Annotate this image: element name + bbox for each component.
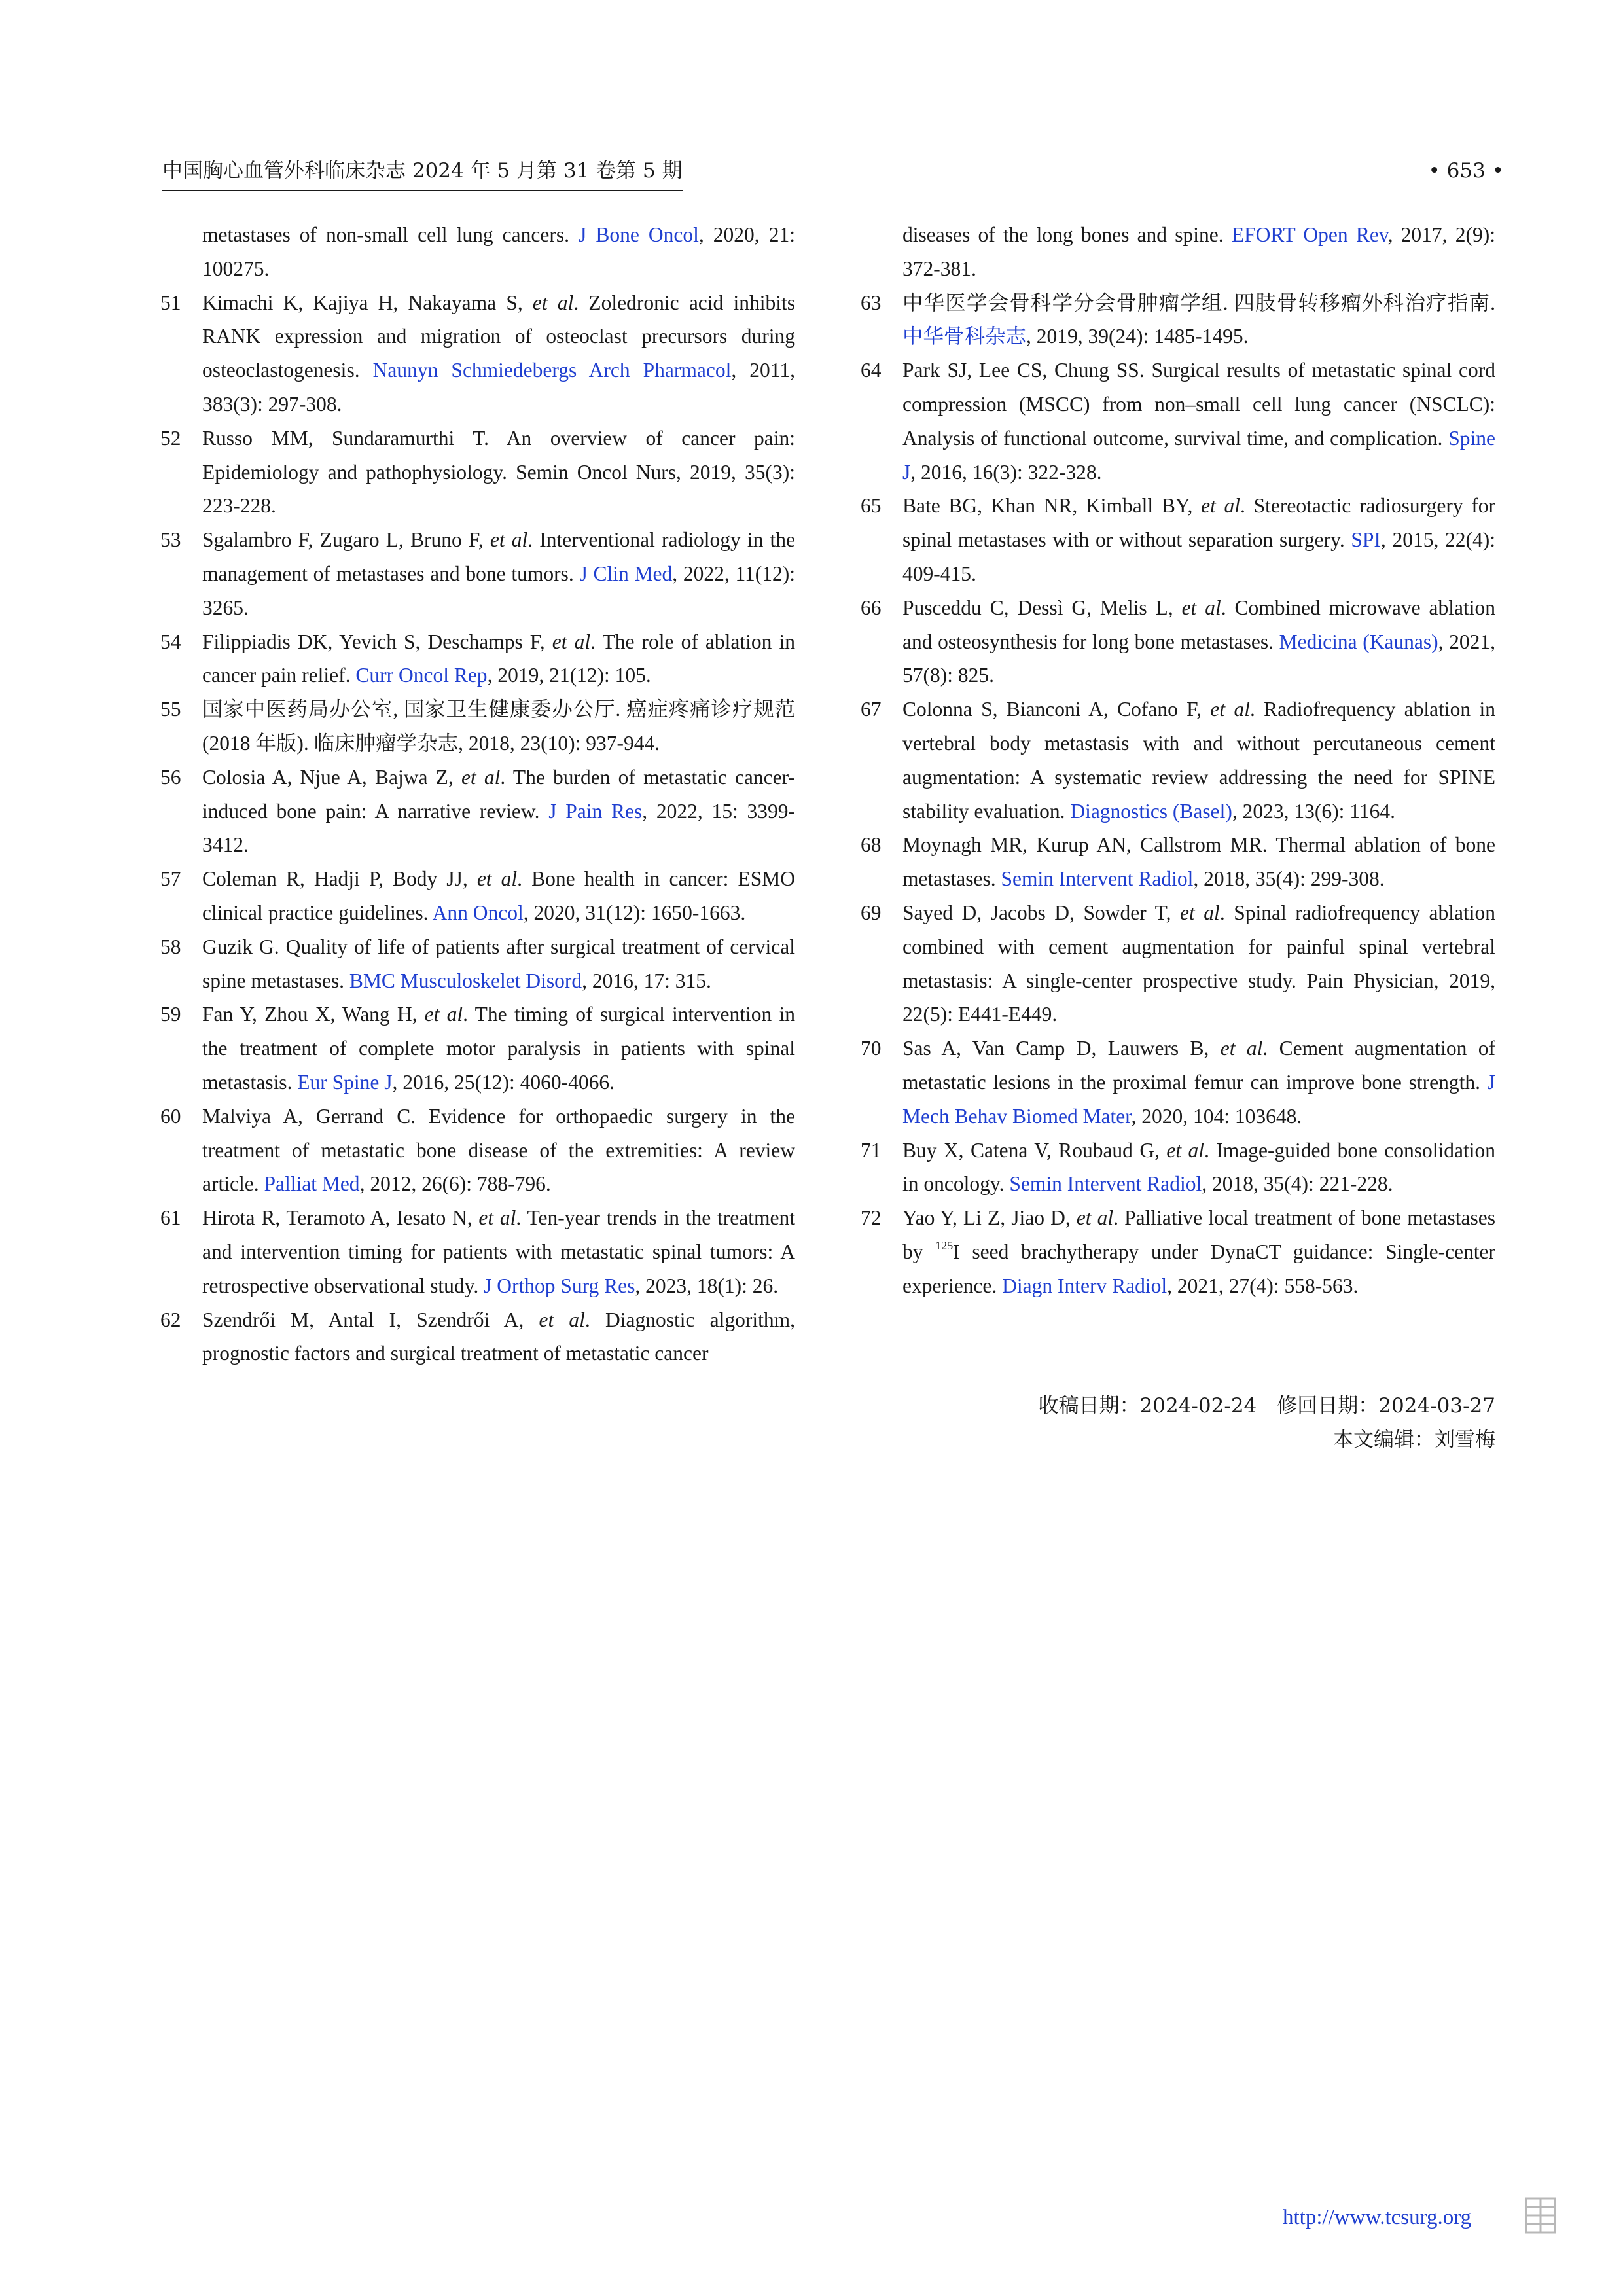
ref-text: , 2018, 35(4): 299-308. bbox=[1193, 867, 1385, 891]
et-al: et al bbox=[1166, 1138, 1205, 1162]
ref-text: , 2015, 22(4): 409-415. bbox=[902, 528, 1495, 585]
ref-text: , 2018, 35(4): 221-228. bbox=[1202, 1172, 1393, 1196]
reference-number: 69 bbox=[861, 901, 882, 924]
et-al: et al bbox=[490, 528, 528, 552]
journal-link[interactable]: Spine J bbox=[902, 426, 1495, 484]
reference-item bbox=[160, 1100, 795, 1201]
ref-text: , 2023, 13(6): 1164. bbox=[1232, 799, 1395, 823]
reference-number: 59 bbox=[160, 1003, 181, 1026]
ref-text: . Stereotactic radiosurgery for spinal metastases with or without separation surgery. bbox=[902, 494, 1495, 552]
reference-number: 53 bbox=[160, 528, 181, 552]
ref-text: . Bone health in cancer: ESMO clinical practice guidelines. bbox=[202, 867, 795, 924]
reference-item bbox=[861, 489, 1495, 590]
ref-text: , 2019, 21(12): 105. bbox=[487, 664, 651, 687]
ref-text: Buy X, Catena V, Roubaud G, bbox=[902, 1138, 1167, 1162]
ref-text: . Zoledronic acid inhibits RANK expression and migration of osteoclast precursors during osteoclastogenesis. bbox=[202, 291, 795, 382]
ref-text: , 2016, 17: 315. bbox=[582, 969, 711, 992]
ref-text: . Spinal radiofrequency ablation combined with cement augmentation for painful spinal vertebral metastasis: A single-center prospective study. Pain Physician, 2019, 22(5): E441-E449. bbox=[902, 901, 1495, 1026]
reference-continuation bbox=[861, 218, 1495, 286]
reference-number: 51 bbox=[160, 291, 181, 314]
journal-link[interactable]: Curr Oncol Rep bbox=[355, 664, 488, 687]
ref-text: , 2020, 104: 103648. bbox=[1131, 1104, 1302, 1128]
reference-number: 66 bbox=[861, 596, 882, 619]
reference-number: 64 bbox=[861, 359, 882, 382]
reference-number: 60 bbox=[160, 1104, 181, 1128]
journal-link[interactable]: Palliat Med bbox=[264, 1172, 360, 1196]
reference-number: 56 bbox=[160, 765, 181, 789]
ref-text: Russo MM, Sundaramurthi T. An overview of cancer pain: Epidemiology and pathophysiology. Semin Oncol Nurs, 2019, 35(3): 223-228. bbox=[202, 426, 795, 518]
reference-continuation bbox=[160, 218, 795, 286]
et-al: et al bbox=[539, 1308, 585, 1331]
journal-link[interactable]: J Clin Med bbox=[579, 562, 673, 585]
journal-link[interactable]: Semin Intervent Radiol bbox=[1009, 1172, 1202, 1196]
reference-number: 57 bbox=[160, 867, 181, 891]
journal-link[interactable]: Eur Spine J bbox=[297, 1070, 393, 1094]
reference-number: 63 bbox=[861, 291, 882, 314]
et-al: et al bbox=[1220, 1037, 1263, 1060]
journal-link[interactable]: Semin Intervent Radiol bbox=[1001, 867, 1194, 891]
running-header bbox=[162, 152, 1504, 191]
journal-link[interactable]: Naunyn Schmiedebergs Arch Pharmacol bbox=[372, 359, 732, 382]
journal-link[interactable]: J Mech Behav Biomed Mater bbox=[902, 1070, 1495, 1128]
reference-number: 65 bbox=[861, 494, 882, 518]
reference-item bbox=[160, 862, 795, 930]
ref-text: , 2023, 18(1): 26. bbox=[635, 1274, 779, 1297]
ref-text: Sas A, Van Camp D, Lauwers B, bbox=[902, 1037, 1221, 1060]
reference-item bbox=[160, 523, 795, 624]
ref-text: Fan Y, Zhou X, Wang H, bbox=[202, 1003, 425, 1026]
ref-text: Moynagh MR, Kurup AN, Callstrom MR. Thermal ablation of bone metastases. bbox=[902, 833, 1495, 891]
reference-number: 62 bbox=[160, 1308, 181, 1331]
ref-text: , 2016, 25(12): 4060-4066. bbox=[392, 1070, 615, 1094]
reference-item bbox=[861, 286, 1495, 354]
ref-text: Filippiadis DK, Yevich S, Deschamps F, bbox=[202, 630, 552, 653]
journal-link[interactable]: Diagnostics (Basel) bbox=[1070, 799, 1232, 823]
reference-item bbox=[861, 692, 1495, 828]
reference-item bbox=[861, 591, 1495, 692]
ref-text: , 2020, 31(12): 1650-1663. bbox=[523, 901, 746, 924]
reference-number: 54 bbox=[160, 630, 181, 653]
ref-text: , 2022, 11(12): 3265. bbox=[202, 562, 796, 619]
reference-item bbox=[160, 930, 795, 998]
journal-link[interactable]: J Orthop Surg Res bbox=[484, 1274, 635, 1297]
reference-item bbox=[160, 997, 795, 1099]
journal-link[interactable]: Diagn Interv Radiol bbox=[1002, 1274, 1168, 1297]
ref-text: , 2021, 27(4): 558-563. bbox=[1167, 1274, 1359, 1297]
ref-text: , 2022, 15: 3399-3412. bbox=[202, 799, 795, 857]
ref-text: Bate BG, Khan NR, Kimball BY, bbox=[902, 494, 1202, 518]
ref-text: , 2012, 26(6): 788-796. bbox=[359, 1172, 551, 1196]
journal-url-link[interactable]: http://www.tcsurg.org bbox=[1283, 2206, 1472, 2229]
ref-text: Colonna S, Bianconi A, Cofano F, bbox=[902, 698, 1211, 721]
journal-logo-icon bbox=[1524, 2196, 1558, 2235]
ref-text: . The timing of surgical intervention in the treatment of complete motor paralysis in patients with spinal metastasis. bbox=[202, 1003, 795, 1094]
ref-text: diseases of the long bones and spine. bbox=[902, 223, 1232, 246]
ref-text: Szendrői M, Antal I, Szendrői A, bbox=[202, 1308, 539, 1331]
reference-number: 52 bbox=[160, 426, 181, 450]
ref-text: 国家中医药局办公室, 国家卫生健康委办公厅. 癌症疼痛诊疗规范 (2018 年版). 临床肿瘤学杂志, 2018, 23(10): 937-944. bbox=[202, 698, 795, 755]
reference-item bbox=[160, 1303, 795, 1371]
et-al: et al bbox=[424, 1003, 463, 1026]
ref-text: , 2021, 57(8): 825. bbox=[902, 630, 1496, 687]
journal-link[interactable]: J Pain Res bbox=[548, 799, 643, 823]
et-al: et al bbox=[1076, 1206, 1114, 1230]
ref-text: , 2017, 2(9): 372-381. bbox=[902, 223, 1495, 280]
reference-item bbox=[160, 761, 795, 862]
reference-item bbox=[160, 422, 795, 523]
ref-text: Park SJ, Lee CS, Chung SS. Surgical results of metastatic spinal cord compression (MSCC) from non–small cell lung cancer (NSCLC): Analysis of functional outcome, survival time, and complication. bbox=[902, 359, 1495, 450]
reference-list-left bbox=[160, 286, 795, 1371]
ref-text: . The burden of metastatic cancer-induced bone pain: A narrative review. bbox=[202, 765, 795, 823]
ref-text: . Radiofrequency ablation in vertebral body metastasis with and without percutaneous cement augmentation: A systematic review addressing the need for SPINE stability evaluation. bbox=[902, 698, 1495, 823]
et-al: et al bbox=[461, 765, 501, 789]
reference-item bbox=[861, 896, 1495, 1031]
reference-item bbox=[160, 692, 795, 761]
journal-link[interactable]: BMC Musculoskelet Disord bbox=[349, 969, 582, 992]
ref-text: Sayed D, Jacobs D, Sowder T, bbox=[902, 901, 1181, 924]
ref-text: I seed brachytherapy under DynaCT guidance: Single-center experience. bbox=[902, 1240, 1496, 1297]
ref-text: metastases of non-small cell lung cancers. bbox=[202, 223, 579, 246]
ref-text: . Diagnostic algorithm, prognostic factors and surgical treatment of metastatic cancer bbox=[202, 1308, 796, 1365]
reference-item bbox=[160, 625, 795, 693]
editor-credit: 本文编辑：刘雪梅 bbox=[1333, 1428, 1495, 1452]
reference-item bbox=[861, 1201, 1495, 1302]
reference-item bbox=[861, 1031, 1495, 1133]
ref-text: Malviya A, Gerrand C. Evidence for orthopaedic surgery in the treatment of metastatic bone disease of the extremities: A review article. bbox=[202, 1104, 795, 1196]
ref-text: Coleman R, Hadji P, Body JJ, bbox=[202, 867, 477, 891]
reference-item bbox=[160, 286, 795, 422]
ref-text: , 2011, 383(3): 297-308. bbox=[202, 359, 795, 416]
reference-number: 61 bbox=[160, 1206, 181, 1230]
isotope-superscript: 125 bbox=[935, 1238, 954, 1252]
journal-title: 中国胸心血管外科临床杂志 2024 年 5 月第 31 卷第 5 期 bbox=[162, 154, 683, 191]
reference-item bbox=[160, 1201, 795, 1302]
reference-number: 68 bbox=[861, 833, 882, 857]
et-al: et al bbox=[1210, 698, 1250, 721]
left-column bbox=[160, 218, 795, 1371]
ref-text: Sgalambro F, Zugaro L, Bruno F, bbox=[202, 528, 490, 552]
reference-number: 71 bbox=[861, 1138, 882, 1162]
et-al: et al bbox=[552, 630, 591, 653]
et-al: et al bbox=[1201, 494, 1241, 518]
reference-number: 70 bbox=[861, 1037, 882, 1060]
et-al: et al bbox=[532, 291, 574, 314]
manuscript-dates bbox=[861, 1389, 1495, 1457]
page-number: • 653 • bbox=[1428, 159, 1504, 183]
reference-number: 67 bbox=[861, 698, 882, 721]
ref-text: . Ten-year trends in the treatment and intervention timing for patients with metastatic spinal tumors: A retrospective observational study. bbox=[202, 1206, 795, 1297]
reference-item bbox=[861, 353, 1495, 489]
ref-text: . Cement augmentation of metastatic lesions in the proximal femur can improve bone strength. bbox=[902, 1037, 1495, 1094]
ref-text: , 2016, 16(3): 322-328. bbox=[910, 460, 1102, 484]
ref-text: Guzik G. Quality of life of patients after surgical treatment of cervical spine metastases. bbox=[202, 935, 795, 992]
reference-number: 72 bbox=[861, 1206, 882, 1230]
journal-link[interactable]: J Bone Oncol bbox=[579, 223, 699, 246]
et-al: et al bbox=[1180, 901, 1220, 924]
ref-text: Hirota R, Teramoto A, Iesato N, bbox=[202, 1206, 479, 1230]
ref-text: , 2020, 21: 100275. bbox=[202, 223, 795, 280]
journal-link[interactable]: 中华骨科杂志 bbox=[902, 325, 1027, 348]
et-al: et al bbox=[1181, 596, 1221, 619]
right-column bbox=[861, 218, 1495, 1303]
ref-text: . The role of ablation in cancer pain relief. bbox=[202, 630, 795, 687]
journal-link[interactable]: Ann Oncol bbox=[432, 901, 524, 924]
ref-text: Kimachi K, Kajiya H, Nakayama S, bbox=[202, 291, 533, 314]
ref-text: . Image-guided bone consolidation in oncology. bbox=[902, 1138, 1495, 1196]
reference-number: 55 bbox=[160, 698, 181, 721]
received-revised-dates: 收稿日期：2024-02-24 修回日期：2024-03-27 bbox=[1038, 1394, 1495, 1418]
reference-item bbox=[861, 828, 1495, 896]
reference-list-right bbox=[861, 286, 1495, 1202]
journal-link[interactable]: EFORT Open Rev bbox=[1231, 223, 1388, 246]
ref-text: Pusceddu C, Dessì G, Melis L, bbox=[902, 596, 1182, 619]
ref-text: . Interventional radiology in the management of metastases and bone tumors. bbox=[202, 528, 796, 585]
ref-text: , 2019, 39(24): 1485-1495. bbox=[1026, 325, 1249, 348]
journal-link[interactable]: SPI bbox=[1351, 528, 1381, 552]
ref-text: . Combined microwave ablation and osteosynthesis for long bone metastases. bbox=[902, 596, 1495, 653]
reference-number: 58 bbox=[160, 935, 181, 958]
et-al: et al bbox=[478, 1206, 516, 1230]
ref-text: . Palliative local treatment of bone metastases by bbox=[902, 1206, 1495, 1263]
journal-link[interactable]: Medicina (Kaunas) bbox=[1279, 630, 1438, 653]
et-al: et al bbox=[476, 867, 518, 891]
ref-text: Yao Y, Li Z, Jiao D, bbox=[902, 1206, 1077, 1230]
reference-item bbox=[861, 1134, 1495, 1202]
ref-text: Colosia A, Njue A, Bajwa Z, bbox=[202, 765, 461, 789]
ref-text: 中华医学会骨科学分会骨肿瘤学组. 四肢骨转移瘤外科治疗指南. bbox=[902, 291, 1495, 314]
